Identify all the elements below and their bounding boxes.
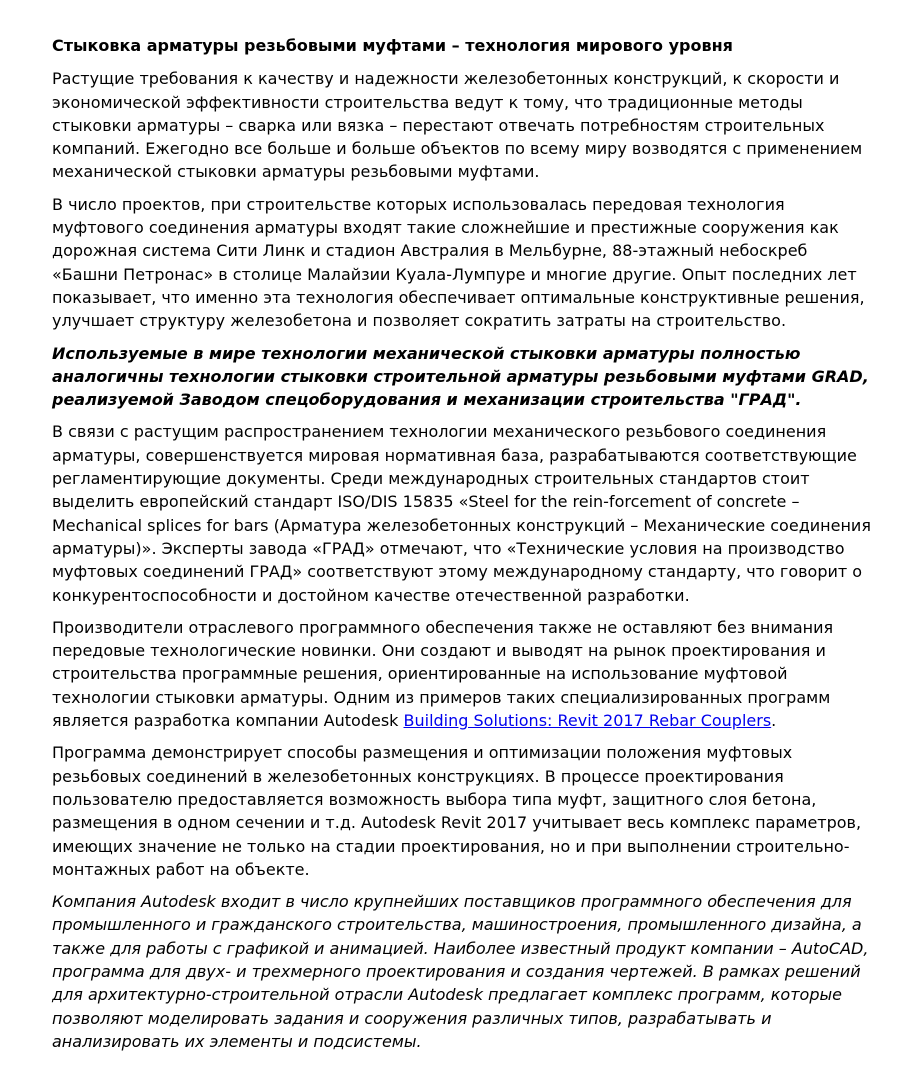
paragraph-intro: Растущие требования к качеству и надежности железобетонных конструкций, к скорости и экономической эффективности строительства ведут к тому, что традиционные методы стыковки арматуры – сварка или вязка – перестают отвечать потребностям строительных компаний. Ежегодно все больше и больше объектов по всему миру возводятся с применением механической стыковки арматуры резьбовыми муфтами.: [52, 69, 863, 182]
paragraph-projects: В число проектов, при строительстве которых использовалась передовая технология муфтового соединения арматуры входят такие сложнейшие и престижные сооружения как дорожная система Сити Линк и стадион Австралия в Мельбурне, 88-этажный небоскреб «Башни Петронас» в столице Малайзии Куала-Лумпуре и многие другие. Опыт последних лет показывает, что именно эта технология обеспечивает оптимальные конструктивные решения, улучшает структуру железобетона и позволяет сократить затраты на строительство.: [52, 194, 865, 331]
paragraph-standards: В связи с растущим распространением технологии механического резьбового соединения арматуры, совершенствуется мировая нормативная база, разрабатываются соответствующие регламентирующие документы. Среди международных строительных стандартов стоит выделить европейский стандарт ISO/DIS 15835 «Steel for the rein-forcement of concrete – Mechanical splices for bars (Арматура железобетонных конструкций – Механические соединения арматуры)». Эксперты завода «ГРАД» отмечают, что «Технические условия на производство муфтовых соединений ГРАД» соответствуют этому международному стандарту, что говорит о конкурентоспособности и достойном качестве отечественной разработки.: [52, 422, 871, 605]
article-title: Стыковка арматуры резьбовыми муфтами – технология мирового уровня: [52, 36, 733, 55]
paragraph-program: Программа демонстрирует способы размещения и оптимизации положения муфтовых резьбовых соединений в железобетонных конструкциях. В процессе проектирования пользователю предоставляется возможность выбора типа муфт, защитного слоя бетона, размещения в одном сечении и т.д. Autodesk Revit 2017 учитывает весь комплекс параметров, имеющих значение не только на стадии проектирования, но и при выполнении строительно-монтажных работ на объекте.: [52, 743, 862, 879]
paragraph-grad-highlight: Используемые в мире технологии механической стыковки арматуры полностью аналогичны технологии стыковки строительной арматуры резьбовыми муфтами GRAD, реализуемой Заводом спецоборудования и механизации строительства "ГРАД".: [52, 343, 869, 410]
paragraph-autodesk: Компания Autodesk входит в число крупнейших поставщиков программного обеспечения для промышленного и гражданского строительства, машиностроения, промышленного дизайна, а также для работы с графикой и анимацией. Наиболее известный продукт компании – AutoCAD, программа для двух- и трехмерного проектирования и создания чертежей. В рамках решений для архитектурно-строительной отрасли Autodesk предлагает комплекс программ, которые позволяют моделировать задания и сооружения различных типов, разрабатывать и анализировать их элементы и подсистемы.: [52, 892, 869, 1051]
paragraph-software: [52, 616, 878, 732]
paragraph-software-end: .: [771, 711, 777, 731]
paragraph-software-text: Производители отраслевого программного обеспечения также не оставляют без внимания передовые технологические новинки. Они создают и выводят на рынок проектирования и строительства программные решения, ориентированные на использование муфтовой технологии стыковки арматуры. Одним из примеров таких специализированных программ является разработка компании Autodesk: [52, 617, 834, 731]
revit-rebar-couplers-link[interactable]: Building Solutions: Revit 2017 Rebar Couplers: [403, 711, 772, 731]
article: [52, 34, 878, 1062]
